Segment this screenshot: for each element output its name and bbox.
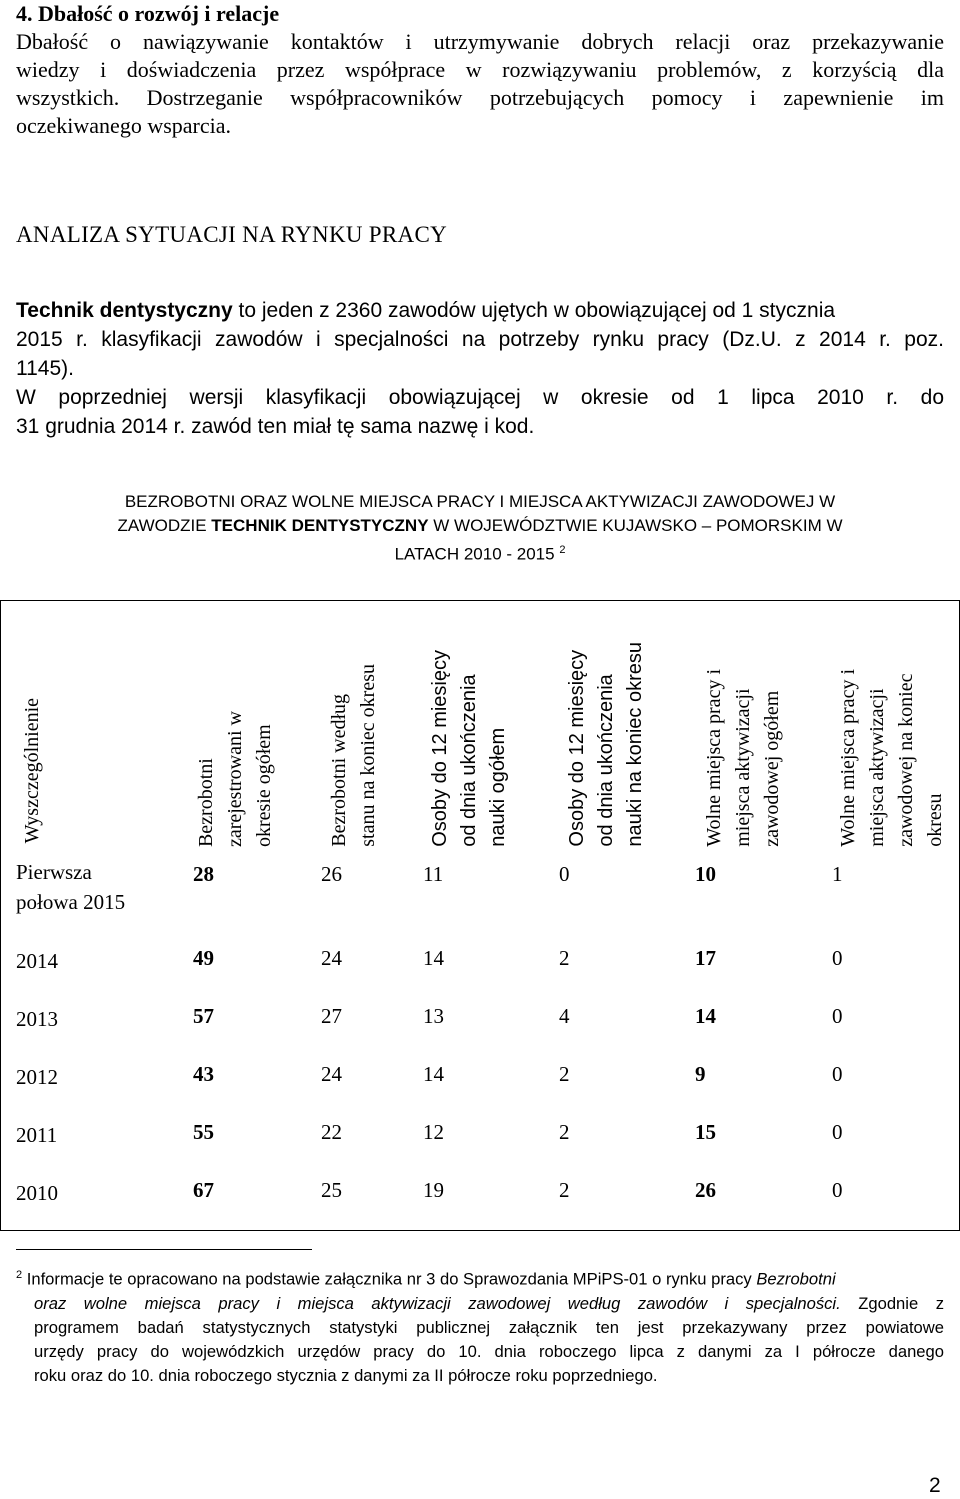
cell: 55 (193, 1120, 214, 1144)
cell: 0 (832, 1004, 843, 1028)
header-bezrobotni-koniec: Bezrobotni według stanu na koniec okresu (328, 664, 379, 847)
table-title-line-1: BEZROBOTNI ORAZ WOLNE MIEJSCA PRACY I MIEJSCA AKTYWIZACJI ZAWODOWEJ W (124, 492, 836, 511)
cell: 22 (321, 1120, 342, 1144)
table-title-years: LATACH 2010 - 2015 (394, 544, 555, 564)
section-4-line: wszystkich. Dostrzeganie współpracowników potrzebujących pomocy i zapewnienie im (16, 85, 944, 110)
footnote-mark: 2 (16, 1269, 23, 1281)
cell: 0 (832, 1120, 843, 1144)
footnote-line-4: urzędy pracy do wojewódzkich urzędów pracy do 10. dnia roboczego lipca z danymi za I półrocze danego (34, 1341, 944, 1361)
footnote-line-2 (16, 1292, 944, 1316)
footnote-line-3: programem badań statystycznych statystyki publicznej załącznik ten jest przekazywany przez powiatowe (34, 1317, 944, 1337)
cell: 2 (559, 946, 570, 970)
cell: 9 (695, 1062, 706, 1086)
section-4-line: oczekiwanego wsparcia. (16, 113, 232, 138)
table-title (16, 490, 944, 567)
table-title-part: W WOJEWÓDZTWIE KUJAWSKO – POMORSKIM W (428, 516, 843, 535)
table-border-bottom (0, 1230, 960, 1231)
header-wolne-ogolem: Wolne miejsca pracy i miejsca aktywizacji zawodowej ogółem (703, 669, 783, 847)
cell: 11 (423, 862, 444, 886)
cell: 12 (423, 1120, 444, 1144)
table-border-top (0, 600, 960, 601)
cell: 67 (193, 1178, 214, 1202)
cell: 13 (423, 1004, 444, 1028)
technik-paragraph (16, 296, 944, 441)
cell: 2 (559, 1178, 570, 1202)
cell: 24 (321, 946, 342, 970)
technik-line-1-rest: to jeden z 2360 zawodów ujętych w obowiązującej od 1 stycznia (232, 299, 836, 322)
row-label: 2013 (16, 1007, 58, 1031)
cell: 14 (423, 946, 444, 970)
header-wyszczegolnienie: Wyszczególnienie (21, 697, 43, 843)
cell: 1 (832, 862, 843, 886)
section-4-line: Dbałość o nawiązywanie kontaktów i utrzymywanie dobrych relacji oraz przekazywanie (16, 29, 944, 54)
footnote-italic: Bezrobotni (756, 1269, 836, 1289)
section-4-heading: 4. Dbałość o rozwój i relacje (16, 1, 280, 26)
cell: 2 (559, 1062, 570, 1086)
cell: 49 (193, 946, 214, 970)
row-label: 2012 (16, 1065, 58, 1089)
footnote-ref: 2 (559, 544, 566, 556)
footnote (16, 1263, 944, 1388)
cell: 0 (832, 1062, 843, 1086)
cell: 17 (695, 946, 716, 970)
cell: 15 (695, 1120, 716, 1144)
cell: 24 (321, 1062, 342, 1086)
table-title-part: ZAWODZIE (117, 516, 212, 535)
cell: 43 (193, 1062, 214, 1086)
header-wolne-koniec: Wolne miejsca pracy i miejsca aktywizacji zawodowej na koniec okresu (837, 669, 946, 847)
cell: 4 (559, 1004, 570, 1028)
row-label: Pierwsza połowa 2015 (16, 860, 126, 914)
footnote-line-5: roku oraz do 10. dnia roboczego stycznia z danymi za II półrocze roku poprzedniego. (34, 1365, 658, 1385)
section-4 (16, 0, 944, 140)
table-border-left (0, 600, 1, 1231)
row-label: 2011 (16, 1123, 58, 1147)
header-bezrobotni-ogolem: Bezrobotni zarejestrowani w okresie ogółem (195, 710, 275, 847)
footnote-separator (16, 1249, 312, 1250)
header-osoby-ogolem: Osoby do 12 miesięcy od dnia ukończenia nauki ogółem (429, 650, 509, 847)
cell: 14 (695, 1004, 716, 1028)
technik-line-2: 2015 r. klasyfikacji zawodów i specjalności na potrzeby rynku pracy (Dz.U. z 2014 r. poz. (16, 328, 944, 351)
page-number: 2 (929, 1474, 941, 1497)
cell: 0 (832, 946, 843, 970)
technik-bold: Technik dentystyczny (16, 299, 233, 322)
cell: 26 (695, 1178, 716, 1202)
cell: 10 (695, 862, 716, 886)
cell: 28 (193, 862, 214, 886)
table-title-line-2 (16, 514, 944, 538)
cell: 0 (832, 1178, 843, 1202)
technik-line-1 (16, 296, 944, 325)
section-4-line: wiedzy i doświadczenia przez współprace w rozwiązywaniu problemów, z korzyścią dla (16, 57, 944, 82)
technik-line-5: 31 grudnia 2014 r. zawód ten miał tę sama nazwę i kod. (16, 415, 535, 438)
cell: 57 (193, 1004, 214, 1028)
cell: 27 (321, 1004, 342, 1028)
cell: 25 (321, 1178, 342, 1202)
row-label: 2010 (16, 1181, 58, 1205)
table-title-bold: TECHNIK DENTYSTYCZNY (211, 516, 429, 535)
footnote-line-1 (16, 1263, 944, 1292)
cell: 26 (321, 862, 342, 886)
analiza-heading: ANALIZA SYTUACJI NA RYNKU PRACY (16, 222, 448, 247)
footnote-italic: oraz wolne miejsca pracy i miejsca aktywizacji zawodowej według zawodów i specjalności. (34, 1293, 841, 1313)
technik-line-4: W poprzedniej wersji klasyfikacji obowiązującej w okresie od 1 lipca 2010 r. do (16, 386, 944, 409)
footnote-text: Informacje te opracowano na podstawie załącznika nr 3 do Sprawozdania MPiPS-01 o rynku pracy (22, 1269, 757, 1289)
header-osoby-koniec: Osoby do 12 miesięcy od dnia ukończenia nauki na koniec okresu (566, 642, 646, 847)
cell: 14 (423, 1062, 444, 1086)
cell: 2 (559, 1120, 570, 1144)
technik-line-3: 1145). (16, 357, 74, 380)
table-title-line-3 (16, 538, 944, 567)
cell: 19 (423, 1178, 444, 1202)
cell: 0 (559, 862, 570, 886)
footnote-text: Zgodnie z (840, 1293, 944, 1313)
data-table (0, 600, 960, 1231)
row-label: 2014 (16, 949, 58, 973)
